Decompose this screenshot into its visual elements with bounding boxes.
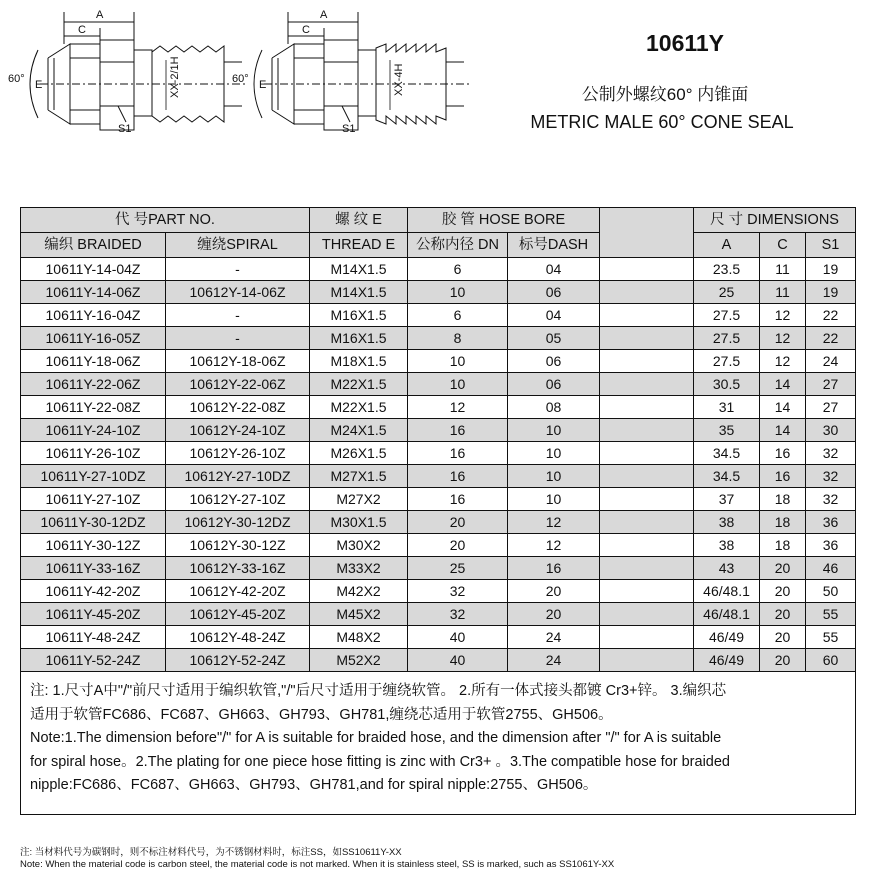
cell-s1: 50 [806, 580, 856, 603]
cell-c: 11 [760, 281, 806, 304]
table-body [21, 258, 856, 672]
cell-blank [600, 350, 694, 373]
note-en-line-1: Note:1.The dimension before"/" for A is suitable for braided hose, and the dimension after "/" for A is suitable [30, 730, 722, 746]
cell-braided: 10611Y-16-05Z [21, 327, 166, 350]
cell-dn: 6 [408, 258, 508, 281]
footer-cn: 注: 当材料代号为碳钢时，则不标注材料代号，为不锈钢材料时，标注SS，如SS10611Y-XX [20, 847, 402, 858]
cell-blank [600, 511, 694, 534]
cell-braided: 10611Y-16-04Z [21, 304, 166, 327]
subtitle-english: METRIC MALE 60° CONE SEAL [530, 112, 794, 132]
cell-thread: M45X2 [310, 603, 408, 626]
cell-braided: 10611Y-48-24Z [21, 626, 166, 649]
cell-thread: M42X2 [310, 580, 408, 603]
cell-s1: 22 [806, 327, 856, 350]
header-c: C [760, 233, 806, 258]
cell-braided: 10611Y-33-16Z [21, 557, 166, 580]
cell-braided: 10611Y-26-10Z [21, 442, 166, 465]
cell-dash: 20 [508, 603, 600, 626]
fitting-drawing-braided [30, 12, 246, 130]
table-row [21, 580, 856, 603]
cell-spiral: 10612Y-48-24Z [166, 626, 310, 649]
cell-spiral: 10612Y-45-20Z [166, 603, 310, 626]
page-title: 10611Y [645, 30, 725, 56]
right-hose-label: XX-4H [393, 63, 405, 96]
fitting-drawings [0, 0, 490, 170]
cell-s1: 30 [806, 419, 856, 442]
cell-thread: M16X1.5 [310, 304, 408, 327]
table-row [21, 649, 856, 672]
cell-spiral: - [166, 258, 310, 281]
cell-dn: 10 [408, 281, 508, 304]
cell-c: 12 [760, 350, 806, 373]
cell-s1: 32 [806, 465, 856, 488]
cell-s1: 27 [806, 373, 856, 396]
cell-a: 27.5 [694, 327, 760, 350]
table-row [21, 396, 856, 419]
cell-braided: 10611Y-42-20Z [21, 580, 166, 603]
cell-dn: 6 [408, 304, 508, 327]
subtitle-chinese: 公制外螺纹60° 内锥面 [581, 85, 749, 104]
cell-thread: M16X1.5 [310, 327, 408, 350]
cell-spiral: - [166, 327, 310, 350]
table-row [21, 258, 856, 281]
cell-braided: 10611Y-18-06Z [21, 350, 166, 373]
cell-a: 34.5 [694, 465, 760, 488]
cell-s1: 55 [806, 603, 856, 626]
cell-dn: 8 [408, 327, 508, 350]
cell-c: 20 [760, 626, 806, 649]
left-dim-c-label: C [78, 24, 86, 36]
cell-a: 30.5 [694, 373, 760, 396]
cell-blank [600, 534, 694, 557]
cell-spiral: - [166, 304, 310, 327]
cell-c: 20 [760, 649, 806, 672]
cell-a: 27.5 [694, 350, 760, 373]
cell-dash: 24 [508, 649, 600, 672]
cell-braided: 10611Y-30-12DZ [21, 511, 166, 534]
header-spiral: 缠绕SPIRAL [166, 233, 310, 258]
cell-blank [600, 603, 694, 626]
cell-c: 20 [760, 580, 806, 603]
header-dash: 标号DASH [508, 233, 600, 258]
cell-blank [600, 488, 694, 511]
table-row [21, 304, 856, 327]
cell-a: 38 [694, 511, 760, 534]
cell-dash: 06 [508, 281, 600, 304]
cell-s1: 19 [806, 258, 856, 281]
right-dim-c-label: C [302, 24, 310, 36]
note-cn-line-1: 注: 1.尺寸A中"/"前尺寸适用于编织软管,"/"后尺寸适用于缠绕软管。 2.所有一体式接头都镀 Cr3+锌。 3.编织芯 [30, 683, 727, 699]
cell-spiral: 10612Y-14-06Z [166, 281, 310, 304]
cell-a: 23.5 [694, 258, 760, 281]
specification-table-container [20, 207, 855, 815]
header-thread: 螺 纹 E [310, 208, 408, 233]
cell-blank [600, 419, 694, 442]
table-row [21, 626, 856, 649]
table-row [21, 557, 856, 580]
cell-dn: 16 [408, 465, 508, 488]
cell-c: 14 [760, 373, 806, 396]
cell-braided: 10611Y-27-10DZ [21, 465, 166, 488]
cell-a: 27.5 [694, 304, 760, 327]
cell-dn: 32 [408, 580, 508, 603]
table-row [21, 488, 856, 511]
footer-notes [20, 847, 860, 871]
cell-s1: 27 [806, 396, 856, 419]
cell-dn: 12 [408, 396, 508, 419]
header-blank [600, 208, 694, 258]
cell-spiral: 10612Y-30-12Z [166, 534, 310, 557]
cell-a: 43 [694, 557, 760, 580]
left-hex-label: S1 [118, 123, 132, 135]
cell-braided: 10611Y-14-06Z [21, 281, 166, 304]
cell-blank [600, 327, 694, 350]
cell-thread: M27X1.5 [310, 465, 408, 488]
cell-blank [600, 258, 694, 281]
table-row [21, 465, 856, 488]
cell-dash: 04 [508, 258, 600, 281]
table-row [21, 350, 856, 373]
cell-spiral: 10612Y-42-20Z [166, 580, 310, 603]
cell-thread: M33X2 [310, 557, 408, 580]
cell-c: 18 [760, 488, 806, 511]
cell-dn: 10 [408, 373, 508, 396]
cell-spiral: 10612Y-27-10Z [166, 488, 310, 511]
cell-thread: M48X2 [310, 626, 408, 649]
cell-dash: 10 [508, 419, 600, 442]
table-row [21, 442, 856, 465]
cell-thread: M30X2 [310, 534, 408, 557]
cell-blank [600, 580, 694, 603]
table-row [21, 373, 856, 396]
cell-s1: 36 [806, 511, 856, 534]
cell-spiral: 10612Y-18-06Z [166, 350, 310, 373]
cell-dash: 20 [508, 580, 600, 603]
cell-a: 46/48.1 [694, 580, 760, 603]
cell-dash: 05 [508, 327, 600, 350]
cell-s1: 32 [806, 442, 856, 465]
note-en-line-3: nipple:FC686、FC687、GH663、GH793、GH781,and for spiral nipple:2755、GH506。 [30, 777, 598, 793]
header-hose-bore: 胶 管 HOSE BORE [408, 208, 600, 233]
right-dim-a-label: A [320, 9, 328, 21]
cell-thread: M30X1.5 [310, 511, 408, 534]
cell-a: 46/49 [694, 626, 760, 649]
cell-blank [600, 557, 694, 580]
cell-c: 16 [760, 442, 806, 465]
cell-braided: 10611Y-14-04Z [21, 258, 166, 281]
cell-s1: 60 [806, 649, 856, 672]
cell-dn: 20 [408, 511, 508, 534]
table-row [21, 534, 856, 557]
cell-a: 25 [694, 281, 760, 304]
table-row [21, 281, 856, 304]
specification-table [20, 207, 856, 672]
cell-thread: M14X1.5 [310, 281, 408, 304]
cell-a: 31 [694, 396, 760, 419]
cell-thread: M24X1.5 [310, 419, 408, 442]
left-hose-label: XX-2/1H [169, 56, 181, 98]
cell-s1: 24 [806, 350, 856, 373]
note-en-line-2: for spiral hose。2.The plating for one piece hose fitting is zinc with Cr3+ 。3.The compatible hose for braided [30, 753, 730, 770]
header-part-no: 代 号PART NO. [21, 208, 310, 233]
cell-c: 18 [760, 511, 806, 534]
cell-c: 16 [760, 465, 806, 488]
cell-thread: M14X1.5 [310, 258, 408, 281]
header-thread-e: THREAD E [310, 233, 408, 258]
cell-c: 20 [760, 557, 806, 580]
cell-a: 46/49 [694, 649, 760, 672]
cell-c: 11 [760, 258, 806, 281]
cell-blank [600, 442, 694, 465]
cell-thread: M52X2 [310, 649, 408, 672]
table-row [21, 419, 856, 442]
header-dn: 公称内径 DN [408, 233, 508, 258]
table-row [21, 511, 856, 534]
cell-blank [600, 304, 694, 327]
cell-spiral: 10612Y-52-24Z [166, 649, 310, 672]
cell-spiral: 10612Y-22-06Z [166, 373, 310, 396]
cell-blank [600, 649, 694, 672]
left-angle-label: 60° [8, 73, 25, 85]
cell-thread: M22X1.5 [310, 373, 408, 396]
cell-dn: 32 [408, 603, 508, 626]
cell-braided: 10611Y-22-08Z [21, 396, 166, 419]
right-dim-e-label: E [259, 79, 267, 91]
cell-s1: 22 [806, 304, 856, 327]
cell-s1: 32 [806, 488, 856, 511]
cell-spiral: 10612Y-22-08Z [166, 396, 310, 419]
cell-dash: 10 [508, 442, 600, 465]
cell-c: 14 [760, 396, 806, 419]
fitting-drawing-spiral [254, 12, 470, 130]
cell-thread: M22X1.5 [310, 396, 408, 419]
cell-spiral: 10612Y-26-10Z [166, 442, 310, 465]
cell-a: 37 [694, 488, 760, 511]
cell-dash: 10 [508, 488, 600, 511]
cell-dn: 10 [408, 350, 508, 373]
cell-s1: 36 [806, 534, 856, 557]
cell-dn: 40 [408, 649, 508, 672]
cell-dn: 16 [408, 419, 508, 442]
left-dim-a-label: A [96, 9, 104, 21]
cell-dash: 04 [508, 304, 600, 327]
cell-dash: 16 [508, 557, 600, 580]
header-braided: 编织 BRAIDED [21, 233, 166, 258]
cell-c: 18 [760, 534, 806, 557]
cell-a: 46/48.1 [694, 603, 760, 626]
cell-braided: 10611Y-30-12Z [21, 534, 166, 557]
cell-blank [600, 373, 694, 396]
footer-en: Note: When the material code is carbon steel, the material code is not marked. When it is stainless steel, SS is marked, such as SS1061Y-XX [20, 859, 615, 870]
cell-c: 14 [760, 419, 806, 442]
cell-blank [600, 396, 694, 419]
cell-dash: 12 [508, 511, 600, 534]
cell-braided: 10611Y-45-20Z [21, 603, 166, 626]
table-row [21, 603, 856, 626]
cell-c: 12 [760, 327, 806, 350]
cell-braided: 10611Y-27-10Z [21, 488, 166, 511]
cell-thread: M26X1.5 [310, 442, 408, 465]
cell-dn: 25 [408, 557, 508, 580]
cell-dash: 08 [508, 396, 600, 419]
cell-blank [600, 626, 694, 649]
cell-spiral: 10612Y-30-12DZ [166, 511, 310, 534]
cell-s1: 55 [806, 626, 856, 649]
cell-spiral: 10612Y-24-10Z [166, 419, 310, 442]
cell-spiral: 10612Y-27-10DZ [166, 465, 310, 488]
cell-braided: 10611Y-24-10Z [21, 419, 166, 442]
header-a: A [694, 233, 760, 258]
cell-braided: 10611Y-52-24Z [21, 649, 166, 672]
cell-dash: 24 [508, 626, 600, 649]
right-hex-label: S1 [342, 123, 356, 135]
cell-braided: 10611Y-22-06Z [21, 373, 166, 396]
notes-block [20, 672, 856, 815]
cell-s1: 46 [806, 557, 856, 580]
header-s1: S1 [806, 233, 856, 258]
cell-s1: 19 [806, 281, 856, 304]
cell-thread: M27X2 [310, 488, 408, 511]
left-dim-e-label: E [35, 79, 43, 91]
cell-dash: 06 [508, 373, 600, 396]
cell-dn: 40 [408, 626, 508, 649]
cell-spiral: 10612Y-33-16Z [166, 557, 310, 580]
right-angle-label: 60° [232, 73, 249, 85]
cell-dn: 16 [408, 488, 508, 511]
cell-dn: 16 [408, 442, 508, 465]
cell-a: 35 [694, 419, 760, 442]
cell-thread: M18X1.5 [310, 350, 408, 373]
cell-blank [600, 465, 694, 488]
cell-dash: 10 [508, 465, 600, 488]
cell-a: 38 [694, 534, 760, 557]
header-dimensions: 尺 寸 DIMENSIONS [694, 208, 856, 233]
cell-a: 34.5 [694, 442, 760, 465]
cell-c: 20 [760, 603, 806, 626]
cell-dash: 12 [508, 534, 600, 557]
cell-dash: 06 [508, 350, 600, 373]
note-cn-line-2: 适用于软管FC686、FC687、GH663、GH793、GH781,缠绕芯适用于软管2755、GH506。 [30, 706, 613, 723]
cell-c: 12 [760, 304, 806, 327]
cell-blank [600, 281, 694, 304]
cell-dn: 20 [408, 534, 508, 557]
table-row [21, 327, 856, 350]
